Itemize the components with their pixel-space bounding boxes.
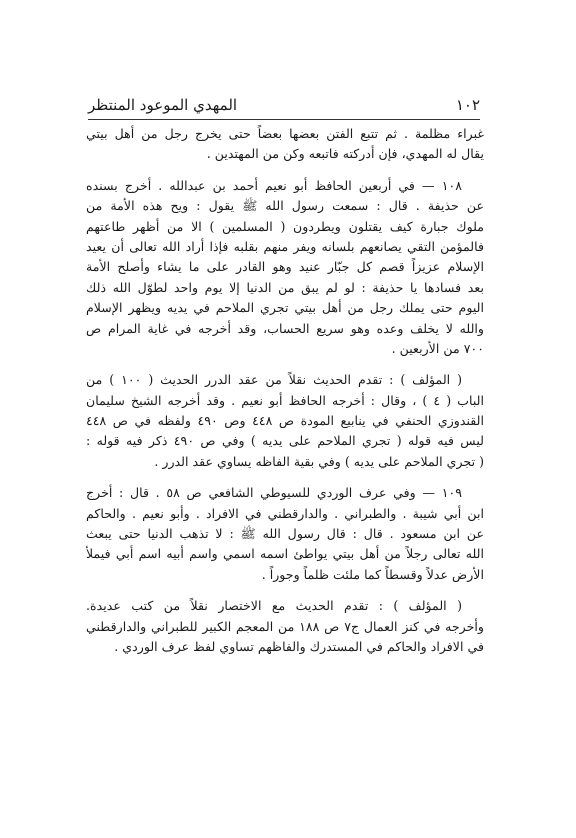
text-line: يقال له المهدي، فإن أدركته فاتبعه وكن من المهتدين .: [206, 146, 484, 162]
text-line: ابن أبي شيبة . والطبراني . والدارقطني في الافراد . وأبو نعيم . والحاكم: [86, 505, 484, 521]
text-line: ١٠٩ — وفي عرف الوردي للسيوطي الشافعي ص ٥٨ . قال : أخرج: [86, 485, 462, 501]
paragraph: [86, 596, 484, 657]
text-line: ٧٠٠ من الأربعين .: [391, 340, 484, 356]
text-line: والله لا يخلف وعده وهو سريع الحساب، وقد أخرجه في غاية المرام ص: [86, 320, 484, 336]
paragraph-gap: [86, 472, 484, 483]
text-line: الله تعالى رجلاً من أهل بيتي يواطئ اسمه اسمي واسم أبيه اسم أبي فيملأ: [86, 546, 484, 562]
page-body: [86, 124, 484, 657]
text-line: بعد فسادها يا حذيفة : لو لم يبق من الدنيا إلا يوم واحد لطوّل الله ذلك: [86, 279, 484, 295]
paragraph: [86, 176, 484, 360]
text-line: ١٠٨ — في أربعين الحافظ أبو نعيم أحمد بن عبدالله . أخرج بسنده: [86, 177, 462, 193]
text-line: عن ابن مسعود . قال : قال رسول الله ﷺ : لا تذهب الدنيا حتى يبعث: [86, 526, 484, 542]
text-line: فالمؤمن التقي يصانعهم بلسانه ويفر منهم بقلبه فإذا أراد الله تعالى أن يعيد: [86, 238, 484, 254]
text-line: في الافراد والحاكم في المستدرك والفاظهم تساوي لفظ عرف الوردي .: [114, 638, 484, 654]
text-line: ( المؤلف ) : تقدم الحديث نقلاً من عقد الدرر الحديث ( ١٠٠ ) من: [86, 372, 462, 388]
text-line: ملوك جبارة كيف يقتلون ويطردون ( المسلمين ) الا من أظهر طاعتهم: [86, 218, 484, 234]
text-line: عن حذيفة . قال : سمعت رسول الله ﷺ يقول : ويح هذه الأمة من: [86, 198, 484, 214]
header-rule: [88, 119, 480, 120]
text-line: اليوم حتى يملك رجل من أهل بيتي تجري الملاحم في يديه ويظهر الإسلام: [86, 300, 484, 316]
text-line: ( تجري الملاحم على يديه ) وفي بقية الفاظه يساوي عقد الدرر .: [154, 453, 484, 469]
running-title: المهدي الموعود المنتظر: [88, 96, 238, 114]
paragraph-gap: [86, 359, 484, 370]
text-line: القندوزي الحنفي في ينابيع المودة ص ٤٤٨ وص ٤٩٠ ولفظه في ص ٤٤٨: [86, 413, 484, 429]
paragraph-gap: [86, 585, 484, 596]
text-line: الباب ( ٤ ) ، وقال : أخرجه الحافظ أبو نعيم . وقد أخرجه الشيخ سليمان: [86, 392, 484, 408]
paragraph-gap: [86, 165, 484, 176]
text-line: ( المؤلف ) : تقدم الحديث مع الاختصار نقلاً من كتب عديدة.: [86, 598, 462, 614]
paragraph: [86, 483, 484, 585]
text-line: الإسلام عزيزاً قصم كل جبّار عنيد وهو القادر على ما يشاء وأصلح الأمة: [86, 259, 484, 275]
text-line: الأرض عدلاً وقسطاً كما ملئت ظلماً وجوراً .: [261, 566, 484, 582]
paragraph: [86, 124, 484, 165]
text-line: ليس فيه قوله ( تجري الملاحم على يديه ) وفي ص ٤٩٠ ذكر فيه قوله :: [86, 433, 484, 449]
paragraph: [86, 370, 484, 472]
text-line: غبراء مظلمة . ثم تتبع الفتن بعضها بعضاً حتى يخرج رجل من أهل بيتي: [86, 126, 484, 141]
running-header: [88, 92, 480, 114]
text-line: وأخرجه في كنز العمال ج٧ ص ١٨٨ من المعجم الكبير للطبراني والدارقطني: [86, 618, 484, 634]
page-number: ١٠٢: [455, 96, 480, 114]
